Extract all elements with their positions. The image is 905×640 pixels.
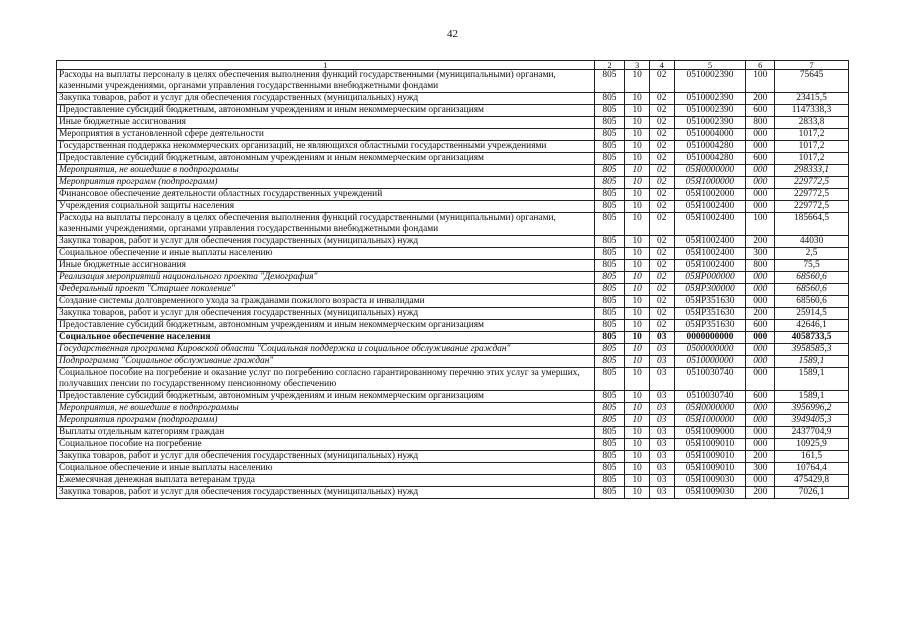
column-header-row — [57, 61, 849, 70]
amount-value: 161,5 — [775, 451, 849, 463]
target-article-code: 05Я1009030 — [674, 475, 746, 487]
expense-type-code: 300 — [746, 248, 775, 260]
table-row — [57, 272, 849, 284]
amount-value: 68560,6 — [775, 272, 849, 284]
expense-type-code: 200 — [746, 487, 775, 499]
table-row — [57, 403, 849, 415]
row-label: Реализация мероприятий национального проекта "Демография" — [57, 272, 595, 284]
amount-value: 75645 — [775, 70, 849, 93]
amount-value: 3958585,3 — [775, 344, 849, 356]
target-article-code: 05ЯР300000 — [674, 284, 746, 296]
expense-type-code: 600 — [746, 320, 775, 332]
row-label: Социальное пособие на погребение — [57, 439, 595, 451]
section-code: 10 — [625, 177, 650, 189]
section-code: 10 — [625, 475, 650, 487]
amount-value: 42646,1 — [775, 320, 849, 332]
table-row — [57, 189, 849, 201]
row-label: Мероприятия программ (подпрограмм) — [57, 177, 595, 189]
amount-value: 2833,8 — [775, 117, 849, 129]
subsection-code: 02 — [649, 284, 674, 296]
dept-code: 805 — [594, 284, 625, 296]
section-code: 10 — [625, 308, 650, 320]
subsection-code: 02 — [649, 236, 674, 248]
subsection-code: 02 — [649, 105, 674, 117]
row-label: Закупка товаров, работ и услуг для обеспечения государственных (муниципальных) нужд — [57, 308, 595, 320]
section-code: 10 — [625, 117, 650, 129]
dept-code: 805 — [594, 320, 625, 332]
row-label: Предоставление субсидий бюджетным, автономным учреждениям и иным некоммерческим организациям — [57, 153, 595, 165]
amount-value: 10925,9 — [775, 439, 849, 451]
row-label: Финансовое обеспечение деятельности областных государственных учреждений — [57, 189, 595, 201]
column-header: 3 — [625, 61, 650, 70]
table-row — [57, 236, 849, 248]
table-row — [57, 260, 849, 272]
subsection-code: 02 — [649, 189, 674, 201]
table-row — [57, 344, 849, 356]
amount-value: 75,5 — [775, 260, 849, 272]
row-label: Социальное обеспечение населения — [57, 332, 595, 344]
subsection-code: 02 — [649, 296, 674, 308]
expense-type-code: 000 — [746, 403, 775, 415]
section-code: 10 — [625, 487, 650, 499]
dept-code: 805 — [594, 117, 625, 129]
section-code: 10 — [625, 463, 650, 475]
dept-code: 805 — [594, 487, 625, 499]
dept-code: 805 — [594, 332, 625, 344]
expense-type-code: 100 — [746, 213, 775, 236]
dept-code: 805 — [594, 439, 625, 451]
column-header: 6 — [746, 61, 775, 70]
section-code: 10 — [625, 248, 650, 260]
target-article-code: 05Я1009030 — [674, 487, 746, 499]
expense-type-code: 000 — [746, 201, 775, 213]
row-label: Расходы на выплаты персоналу в целях обеспечения выполнения функций государственными (муниципальными) органами, казенными учреждениями, органами управления государственными внебюджетными фондами — [57, 213, 595, 236]
subsection-code: 02 — [649, 260, 674, 272]
dept-code: 805 — [594, 475, 625, 487]
row-label: Закупка товаров, работ и услуг для обеспечения государственных (муниципальных) нужд — [57, 487, 595, 499]
row-label: Подпрограмма "Социальное обслуживание граждан" — [57, 356, 595, 368]
table-row — [57, 153, 849, 165]
target-article-code: 05ЯР351630 — [674, 296, 746, 308]
target-article-code: 0510030740 — [674, 368, 746, 391]
row-label: Закупка товаров, работ и услуг для обеспечения государственных (муниципальных) нужд — [57, 451, 595, 463]
section-code: 10 — [625, 391, 650, 403]
dept-code: 805 — [594, 463, 625, 475]
target-article-code: 05ЯР000000 — [674, 272, 746, 284]
table-row — [57, 117, 849, 129]
section-code: 10 — [625, 427, 650, 439]
row-label: Предоставление субсидий бюджетным, автономным учреждениям и иным некоммерческим организациям — [57, 320, 595, 332]
expense-type-code: 600 — [746, 153, 775, 165]
amount-value: 229772,5 — [775, 189, 849, 201]
dept-code: 805 — [594, 93, 625, 105]
dept-code: 805 — [594, 177, 625, 189]
column-header: 2 — [594, 61, 625, 70]
amount-value: 475429,8 — [775, 475, 849, 487]
subsection-code: 03 — [649, 368, 674, 391]
amount-value: 229772,5 — [775, 201, 849, 213]
amount-value: 3949405,3 — [775, 415, 849, 427]
subsection-code: 03 — [649, 427, 674, 439]
table-row — [57, 129, 849, 141]
section-code: 10 — [625, 129, 650, 141]
dept-code: 805 — [594, 451, 625, 463]
subsection-code: 03 — [649, 487, 674, 499]
table-row — [57, 391, 849, 403]
target-article-code: 05ЯР351630 — [674, 320, 746, 332]
row-label: Мероприятия программ (подпрограмм) — [57, 415, 595, 427]
section-code: 10 — [625, 260, 650, 272]
subsection-code: 02 — [649, 213, 674, 236]
table-row — [57, 93, 849, 105]
section-code: 10 — [625, 165, 650, 177]
row-label: Закупка товаров, работ и услуг для обеспечения государственных (муниципальных) нужд — [57, 93, 595, 105]
row-label: Социальное пособие на погребение и оказание услуг по погребению согласно гарантированному перечню этих услуг за умерших, получавших пенсии по государственному пенсионному обеспечению — [57, 368, 595, 391]
table-row — [57, 332, 849, 344]
target-article-code: 05Я1009010 — [674, 451, 746, 463]
dept-code: 805 — [594, 272, 625, 284]
subsection-code: 03 — [649, 403, 674, 415]
column-header: 1 — [57, 61, 595, 70]
amount-value: 23415,5 — [775, 93, 849, 105]
expense-type-code: 000 — [746, 356, 775, 368]
subsection-code: 03 — [649, 356, 674, 368]
expense-type-code: 200 — [746, 308, 775, 320]
row-label: Государственная программа Кировской области "Социальная поддержка и социальное обслуживание граждан" — [57, 344, 595, 356]
target-article-code: 05Я0000000 — [674, 403, 746, 415]
section-code: 10 — [625, 189, 650, 201]
row-label: Мероприятия, не вошедшие в подпрограммы — [57, 403, 595, 415]
section-code: 10 — [625, 368, 650, 391]
table-row — [57, 201, 849, 213]
expense-type-code: 000 — [746, 284, 775, 296]
table-row — [57, 284, 849, 296]
target-article-code: 0510002390 — [674, 93, 746, 105]
dept-code: 805 — [594, 260, 625, 272]
dept-code: 805 — [594, 415, 625, 427]
section-code: 10 — [625, 296, 650, 308]
table-row — [57, 427, 849, 439]
section-code: 10 — [625, 403, 650, 415]
row-label: Предоставление субсидий бюджетным, автономным учреждениям и иным некоммерческим организациям — [57, 391, 595, 403]
target-article-code: 05Я1002000 — [674, 189, 746, 201]
subsection-code: 03 — [649, 344, 674, 356]
expense-type-code: 000 — [746, 332, 775, 344]
subsection-code: 03 — [649, 391, 674, 403]
expense-type-code: 000 — [746, 344, 775, 356]
page-number: 42 — [447, 28, 458, 40]
expense-type-code: 100 — [746, 70, 775, 93]
dept-code: 805 — [594, 427, 625, 439]
table-row — [57, 248, 849, 260]
amount-value: 185664,5 — [775, 213, 849, 236]
amount-value: 2,5 — [775, 248, 849, 260]
dept-code: 805 — [594, 368, 625, 391]
dept-code: 805 — [594, 189, 625, 201]
expense-type-code: 200 — [746, 451, 775, 463]
target-article-code: 05Я1002400 — [674, 201, 746, 213]
subsection-code: 02 — [649, 165, 674, 177]
target-article-code: 05Я1002400 — [674, 260, 746, 272]
section-code: 10 — [625, 213, 650, 236]
amount-value: 1017,2 — [775, 141, 849, 153]
expense-type-code: 000 — [746, 368, 775, 391]
table-row — [57, 165, 849, 177]
target-article-code: 0510004280 — [674, 141, 746, 153]
amount-value: 298333,1 — [775, 165, 849, 177]
column-header: 4 — [649, 61, 674, 70]
section-code: 10 — [625, 153, 650, 165]
target-article-code: 05Я1000000 — [674, 415, 746, 427]
row-label: Создание системы долговременного ухода за гражданами пожилого возраста и инвалидами — [57, 296, 595, 308]
dept-code: 805 — [594, 153, 625, 165]
table-row — [57, 439, 849, 451]
expense-type-code: 000 — [746, 415, 775, 427]
budget-table — [56, 60, 849, 499]
subsection-code: 02 — [649, 248, 674, 260]
dept-code: 805 — [594, 391, 625, 403]
table-row — [57, 70, 849, 93]
table-row — [57, 177, 849, 189]
table-row — [57, 320, 849, 332]
dept-code: 805 — [594, 403, 625, 415]
subsection-code: 02 — [649, 141, 674, 153]
expense-type-code: 300 — [746, 463, 775, 475]
dept-code: 805 — [594, 296, 625, 308]
dept-code: 805 — [594, 236, 625, 248]
subsection-code: 02 — [649, 117, 674, 129]
target-article-code: 0000000000 — [674, 332, 746, 344]
subsection-code: 03 — [649, 439, 674, 451]
target-article-code: 05Я1009010 — [674, 463, 746, 475]
section-code: 10 — [625, 284, 650, 296]
expense-type-code: 000 — [746, 439, 775, 451]
target-article-code: 05Я0000000 — [674, 165, 746, 177]
dept-code: 805 — [594, 129, 625, 141]
row-label: Социальное обеспечение и иные выплаты населению — [57, 463, 595, 475]
section-code: 10 — [625, 70, 650, 93]
row-label: Мероприятия в установленной сфере деятельности — [57, 129, 595, 141]
row-label: Ежемесячная денежная выплата ветеранам труда — [57, 475, 595, 487]
subsection-code: 02 — [649, 177, 674, 189]
row-label: Предоставление субсидий бюджетным, автономным учреждениям и иным некоммерческим организациям — [57, 105, 595, 117]
row-label: Государственная поддержка некоммерческих организаций, не являющихся областными государственными учреждениями — [57, 141, 595, 153]
dept-code: 805 — [594, 105, 625, 117]
subsection-code: 02 — [649, 272, 674, 284]
target-article-code: 05Я1002400 — [674, 213, 746, 236]
expense-type-code: 800 — [746, 117, 775, 129]
expense-type-code: 000 — [746, 272, 775, 284]
table-row — [57, 451, 849, 463]
table-row — [57, 368, 849, 391]
expense-type-code: 000 — [746, 296, 775, 308]
subsection-code: 02 — [649, 153, 674, 165]
expense-type-code: 600 — [746, 105, 775, 117]
amount-value: 68560,6 — [775, 296, 849, 308]
expense-type-code: 000 — [746, 141, 775, 153]
table-row — [57, 296, 849, 308]
target-article-code: 05ЯР351630 — [674, 308, 746, 320]
section-code: 10 — [625, 451, 650, 463]
section-code: 10 — [625, 236, 650, 248]
section-code: 10 — [625, 332, 650, 344]
subsection-code: 02 — [649, 129, 674, 141]
amount-value: 68560,6 — [775, 284, 849, 296]
amount-value: 44030 — [775, 236, 849, 248]
subsection-code: 03 — [649, 332, 674, 344]
amount-value: 3956996,2 — [775, 403, 849, 415]
expense-type-code: 600 — [746, 391, 775, 403]
target-article-code: 0500000000 — [674, 344, 746, 356]
target-article-code: 05Я1009010 — [674, 439, 746, 451]
section-code: 10 — [625, 356, 650, 368]
dept-code: 805 — [594, 201, 625, 213]
amount-value: 4058733,5 — [775, 332, 849, 344]
amount-value: 25914,5 — [775, 308, 849, 320]
subsection-code: 03 — [649, 415, 674, 427]
table-row — [57, 308, 849, 320]
table-row — [57, 415, 849, 427]
table-row — [57, 356, 849, 368]
amount-value: 1589,1 — [775, 368, 849, 391]
expense-type-code: 200 — [746, 236, 775, 248]
row-label: Учреждения социальной защиты населения — [57, 201, 595, 213]
table-row — [57, 213, 849, 236]
section-code: 10 — [625, 141, 650, 153]
dept-code: 805 — [594, 165, 625, 177]
section-code: 10 — [625, 344, 650, 356]
row-label: Иные бюджетные ассигнования — [57, 260, 595, 272]
expense-type-code: 000 — [746, 427, 775, 439]
subsection-code: 02 — [649, 201, 674, 213]
amount-value: 10764,4 — [775, 463, 849, 475]
table-body — [57, 70, 849, 499]
expense-type-code: 000 — [746, 165, 775, 177]
section-code: 10 — [625, 93, 650, 105]
target-article-code: 0510030740 — [674, 391, 746, 403]
amount-value: 1147338,3 — [775, 105, 849, 117]
target-article-code: 05Я1009000 — [674, 427, 746, 439]
amount-value: 2437704,9 — [775, 427, 849, 439]
expense-type-code: 000 — [746, 129, 775, 141]
amount-value: 7026,1 — [775, 487, 849, 499]
section-code: 10 — [625, 201, 650, 213]
amount-value: 1017,2 — [775, 129, 849, 141]
subsection-code: 02 — [649, 93, 674, 105]
target-article-code: 0510002390 — [674, 117, 746, 129]
subsection-code: 03 — [649, 463, 674, 475]
row-label: Социальное обеспечение и иные выплаты населению — [57, 248, 595, 260]
amount-value: 1589,1 — [775, 356, 849, 368]
expense-type-code: 200 — [746, 93, 775, 105]
section-code: 10 — [625, 105, 650, 117]
dept-code: 805 — [594, 308, 625, 320]
table-row — [57, 463, 849, 475]
section-code: 10 — [625, 415, 650, 427]
section-code: 10 — [625, 272, 650, 284]
row-label: Выплаты отдельным категориям граждан — [57, 427, 595, 439]
expense-type-code: 800 — [746, 260, 775, 272]
dept-code: 805 — [594, 344, 625, 356]
target-article-code: 05Я1002400 — [674, 236, 746, 248]
amount-value: 1589,1 — [775, 391, 849, 403]
section-code: 10 — [625, 439, 650, 451]
target-article-code: 0510002390 — [674, 105, 746, 117]
target-article-code: 05Я1000000 — [674, 177, 746, 189]
row-label: Закупка товаров, работ и услуг для обеспечения государственных (муниципальных) нужд — [57, 236, 595, 248]
subsection-code: 02 — [649, 308, 674, 320]
target-article-code: 0510004000 — [674, 129, 746, 141]
target-article-code: 0510000000 — [674, 356, 746, 368]
dept-code: 805 — [594, 356, 625, 368]
table-row — [57, 141, 849, 153]
amount-value: 1017,2 — [775, 153, 849, 165]
row-label: Федеральный проект "Старшее поколение" — [57, 284, 595, 296]
column-header: 7 — [775, 61, 849, 70]
section-code: 10 — [625, 320, 650, 332]
subsection-code: 03 — [649, 451, 674, 463]
row-label: Иные бюджетные ассигнования — [57, 117, 595, 129]
expense-type-code: 000 — [746, 177, 775, 189]
dept-code: 805 — [594, 141, 625, 153]
subsection-code: 02 — [649, 70, 674, 93]
dept-code: 805 — [594, 248, 625, 260]
target-article-code: 0510004280 — [674, 153, 746, 165]
target-article-code: 05Я1002400 — [674, 248, 746, 260]
table-row — [57, 475, 849, 487]
expense-type-code: 000 — [746, 475, 775, 487]
subsection-code: 02 — [649, 320, 674, 332]
row-label: Расходы на выплаты персоналу в целях обеспечения выполнения функций государственными (муниципальными) органами, казенными учреждениями, органами управления государственными внебюджетными фондами — [57, 70, 595, 93]
subsection-code: 03 — [649, 475, 674, 487]
table-row — [57, 105, 849, 117]
column-header: 5 — [674, 61, 746, 70]
dept-code: 805 — [594, 213, 625, 236]
dept-code: 805 — [594, 70, 625, 93]
table-row — [57, 487, 849, 499]
expense-type-code: 000 — [746, 189, 775, 201]
target-article-code: 0510002390 — [674, 70, 746, 93]
row-label: Мероприятия, не вошедшие в подпрограммы — [57, 165, 595, 177]
amount-value: 229772,5 — [775, 177, 849, 189]
